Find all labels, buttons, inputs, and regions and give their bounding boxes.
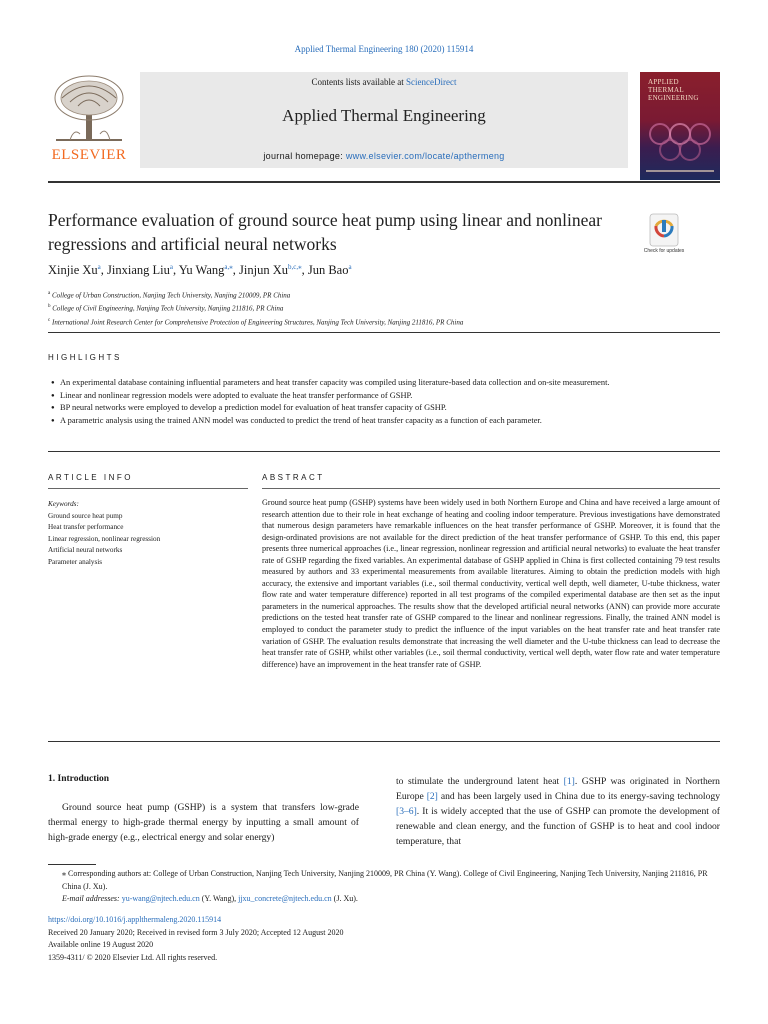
author-name[interactable]: Yu Wang (178, 263, 225, 278)
journal-cover[interactable] (640, 72, 720, 180)
keyword-item: Heat transfer performance (48, 523, 124, 531)
affiliation-text: College of Civil Engineering, Nanjing Tech University, Nanjing 211816, PR China (50, 304, 284, 313)
article-info-heading: ARTICLE INFO (48, 473, 133, 482)
affiliation-list (48, 288, 720, 328)
doi-link[interactable]: https://doi.org/10.1016/j.applthermaleng.2020.115914 (48, 915, 222, 924)
highlight-item: ● A parametric analysis using the trained ANN model was conducted to predict the trend of heat transfer capacity as a function of each parameter. (48, 415, 720, 428)
highlights-heading: HIGHLIGHTS (48, 353, 122, 362)
journal-title: Applied Thermal Engineering (282, 106, 486, 125)
abstract-rule (262, 488, 720, 489)
author-affiliation-marker[interactable]: a (97, 263, 101, 271)
introduction-right-column (396, 774, 720, 849)
available-online: Available online 19 August 2020 (48, 940, 154, 949)
highlight-item: ● Linear and nonlinear regression models were adopted to evaluate the heat transfer performance of GSHP. (48, 390, 720, 403)
tree-emblem-icon (48, 72, 130, 146)
keyword-item: Artificial neural networks (48, 546, 123, 554)
introduction-left-column: Ground source heat pump (GSHP) is a system that transfers low-grade thermal energy to high-grade thermal energy by inputting a small amount of high-grade energy (e.g., electrical energy and solar energy) (48, 802, 359, 843)
affiliation-item (48, 288, 720, 301)
email-addresses (48, 893, 720, 906)
article-title: Performance evaluation of ground source heat pump using linear and nonlinear regressions and artificial neural networks (48, 210, 602, 254)
author-list (48, 263, 352, 278)
citation-link[interactable]: [2] (426, 791, 438, 802)
check-for-updates-button[interactable] (643, 212, 685, 254)
email-label: E-mail addresses: (62, 894, 122, 903)
author-affiliation-marker[interactable]: a,⁎ (224, 263, 233, 271)
author-name[interactable]: Jun Bao (307, 263, 349, 278)
author-separator: , (232, 263, 240, 278)
received-dates: Received 20 January 2020; Received in revised form 3 July 2020; Accepted 12 August 2020 (48, 927, 344, 937)
keyword-item: Parameter analysis (48, 557, 103, 566)
section-rule (48, 451, 720, 452)
homepage-prefix: journal homepage: (263, 151, 346, 161)
author-affiliation-marker[interactable]: a (169, 263, 173, 271)
publisher-logo (48, 72, 130, 164)
highlight-item: ● BP neural networks were employed to develop a prediction model for evaluation of heat transfer capacity of GSHP. (48, 402, 720, 415)
cover-title-line: APPLIED (648, 78, 679, 86)
body-text: . It is widely accepted that the use of GSHP can promote the development of renewable and clean energy, and the function of GSHP is to heat and cool indoor temperature, that (396, 806, 720, 847)
sciencedirect-link[interactable]: ScienceDirect (406, 77, 457, 87)
email-link[interactable]: jjxu_concrete@njtech.edu.cn (238, 894, 332, 903)
contents-line (140, 77, 628, 87)
author-affiliation-marker[interactable]: a (348, 263, 352, 271)
article-info-rule (48, 488, 248, 489)
affiliation-text: International Joint Research Center for Comprehensive Protection of Engineering Structures, Nanjing Tech University, Nanjing 211816, PR China (50, 317, 464, 326)
footnote-rule (48, 864, 96, 865)
abstract-heading: ABSTRACT (262, 473, 325, 482)
affiliation-marker: c (48, 317, 51, 323)
abstract-text: Ground source heat pump (GSHP) systems have been widely used in both Northern Europe and China and have received a large amount of research attention due to their role in heat exchange of heating and cooling indoor temperature. Previous investigations have demonstrated that numerous design parameters have remarkable influences on the heat transfer performance of GSHP. Moreover, it is found that the design-ordinated provisions are not available for the direct prediction of the heat transfer performance of GSHP. To this end, this paper presents three numerical approaches (i.e., linear regression, nonlinear regression and artificial neural networks) to evaluate the heat transfer rate of GSHP regarding the fixed variables. An experimental database of GSHP applied in China is first collected containing 79 test results measured by authors and 33 experimental measurements from available literatures. Aiming to obtain the prediction models with high accuracy, the extensive and important variables (i.e., soil thermal conductivity, vertical well depth, well diameter, U-tube thickness, water flow rate and water temperature difference) reported in all test programs of the compiled experimental database are then set as the input parameters in the numerical approaches. The results show that the developed artificial neural networks (ANN) can provide more accurate predictions on the tested heat transfer rate of GSHP compared to the linear and nonlinear regressions. Finally, the trained ANN model is employed to conduct the parameter study to predict the influence of the input variables on the heat transfer rate and heat transfer rate variation of GSHP. The evaluation results demonstrate that increasing the well diameter and the U-tube thickness can lead to decrease the heat transfer rate of GSHP, whilst other variables (i.e., soil thermal conductivity, vertical well depth, water flow rate and water temperature difference) have an improvement in the heat transfer rate of GSHP. (262, 498, 720, 669)
author-affiliation-marker[interactable]: b,c,⁎ (287, 263, 302, 271)
homepage-link[interactable]: www.elsevier.com/locate/apthermeng (345, 151, 505, 161)
keyword-item: Linear regression, nonlinear regression (48, 534, 161, 543)
author-name[interactable]: Jinjun Xu (239, 263, 288, 278)
keywords-block (48, 499, 248, 568)
affiliation-marker: a (48, 291, 51, 296)
check-updates-label: Check for updates (643, 248, 685, 254)
author-name[interactable]: Xinjie Xu (48, 263, 98, 278)
author-separator: , (172, 263, 179, 278)
body-text: . GSHP was originated in Northern Europe (396, 776, 720, 802)
journal-homepage (140, 151, 628, 161)
cover-pattern-icon (640, 72, 720, 180)
cover-title-line: THERMAL (648, 86, 684, 94)
contents-prefix: Contents lists available at (311, 77, 406, 87)
affiliation-item (48, 301, 720, 314)
footnotes (48, 868, 720, 906)
article-history (48, 914, 344, 964)
email-owner: (Y. Wang), (199, 894, 239, 903)
highlights-list (48, 377, 720, 427)
journal-reference[interactable]: Applied Thermal Engineering 180 (2020) 115914 (294, 44, 474, 54)
keyword-item: Ground source heat pump (48, 511, 123, 520)
section-rule (48, 741, 720, 742)
keywords-label: Keywords: (48, 500, 79, 508)
citation-link[interactable]: [3–6] (396, 806, 417, 817)
citation-link[interactable]: [1] (563, 776, 575, 787)
author-separator: , (301, 263, 308, 278)
corresponding-author-note: ⁎ Corresponding authors at: College of Urban Construction, Nanjing Tech University, Nanjing 210009, PR China (Y. Wang). College of Civil Engineering, Nanjing Tech University, Nanjing 211816, PR China (J. Xu). (62, 869, 708, 891)
cover-title-line: ENGINEERING (648, 94, 699, 102)
affiliation-text: College of Urban Construction, Nanjing Tech University, Nanjing 210009, PR China (50, 291, 291, 300)
email-link[interactable]: yu-wang@njtech.edu.cn (121, 894, 200, 903)
affiliation-marker: b (48, 304, 51, 310)
header-rule (48, 181, 720, 183)
check-updates-icon (646, 212, 682, 248)
author-separator: , (100, 263, 108, 278)
copyright: 1359-4311/ © 2020 Elsevier Ltd. All rights reserved. (48, 952, 218, 962)
publisher-name: ELSEVIER (51, 147, 127, 163)
body-text: to stimulate the underground latent heat (396, 776, 564, 787)
highlight-item: ● An experimental database containing influential parameters and heat transfer capacity was compiled using literature-based data collection and on-site measurement. (48, 377, 720, 390)
affiliation-item (48, 315, 720, 328)
keywords-items (48, 511, 248, 569)
body-text: and has been largely used in China due to its energy-saving technology (437, 791, 720, 802)
introduction-heading: 1. Introduction (48, 774, 110, 784)
email-owner: (J. Xu). (331, 894, 358, 903)
section-rule (48, 332, 720, 333)
journal-header-box (140, 72, 628, 168)
author-name[interactable]: Jinxiang Liu (107, 263, 170, 278)
